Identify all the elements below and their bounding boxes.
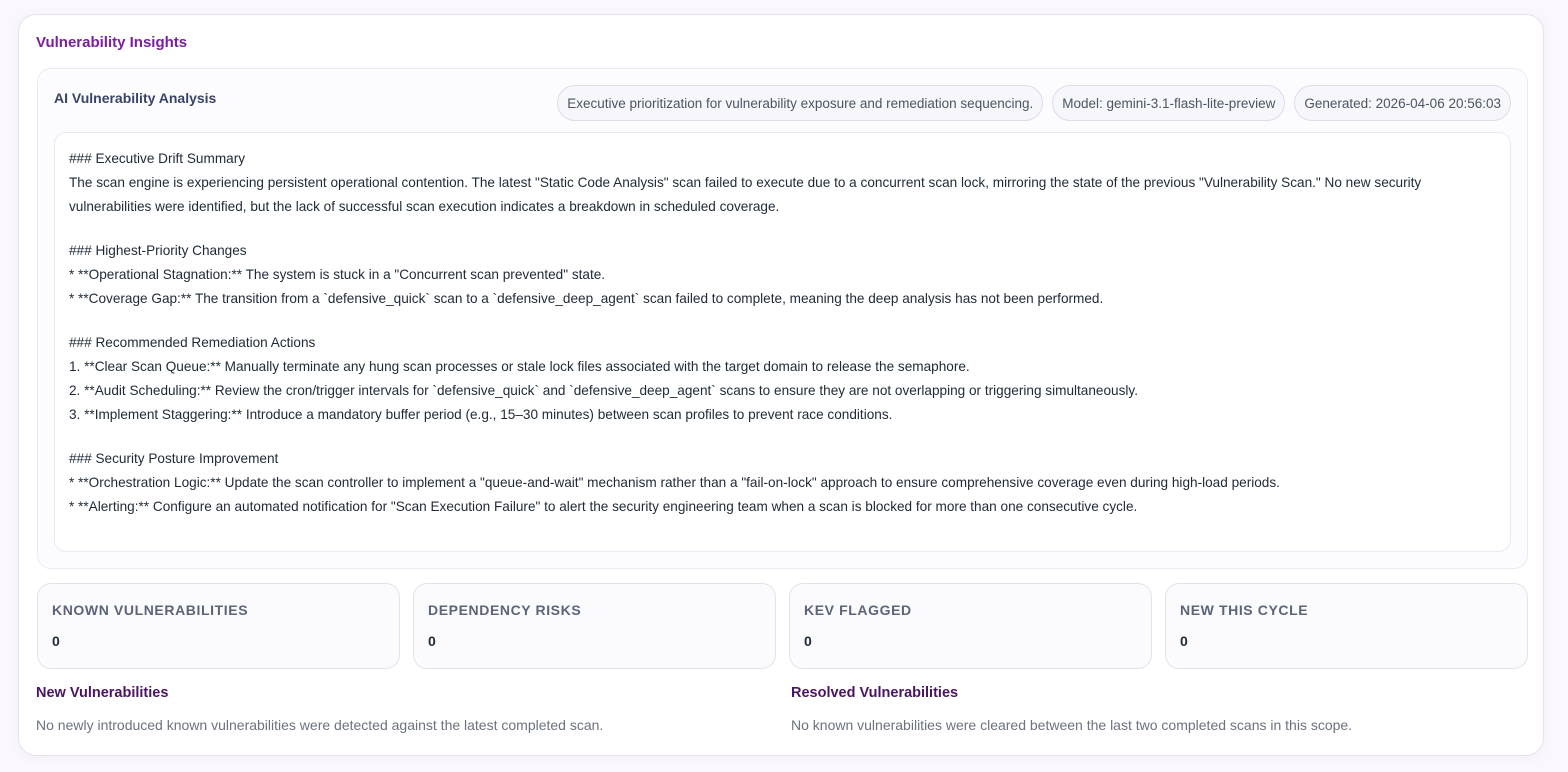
analysis-chips <box>557 85 1511 121</box>
analysis-text-line: * **Alerting:** Configure an automated notification for "Scan Execution Failure" to alert the security engineering team when a scan is blocked for more than one consecutive cycle. <box>69 499 1138 514</box>
analysis-text-line: 3. **Implement Staggering:** Introduce a mandatory buffer period (e.g., 15–30 minutes) between scan profiles to prevent race conditions. <box>69 407 893 422</box>
new-vulnerabilities-title: New Vulnerabilities <box>36 685 169 701</box>
paragraph-gap <box>69 311 1496 331</box>
analysis-heading-line: ### Security Posture Improvement <box>69 451 279 466</box>
panel-title: Vulnerability Insights <box>36 34 188 51</box>
stat-label: NEW THIS CYCLE <box>1180 602 1309 618</box>
analysis-title: AI Vulnerability Analysis <box>54 90 217 106</box>
paragraph-gap <box>69 219 1496 239</box>
resolved-vulnerabilities-text: No known vulnerabilities were cleared between the last two completed scans in this scope. <box>791 717 1353 733</box>
stat-label: KEV FLAGGED <box>804 602 912 618</box>
stat-label: KNOWN VULNERABILITIES <box>52 602 249 618</box>
stat-card-dependency-risks <box>413 583 776 669</box>
analysis-heading-line: ### Executive Drift Summary <box>69 151 246 166</box>
new-vulnerabilities-text: No newly introduced known vulnerabilities were detected against the latest completed scan. <box>36 717 604 733</box>
stat-value: 0 <box>52 633 60 649</box>
analysis-text-line: * **Orchestration Logic:** Update the scan controller to implement a "queue-and-wait" mechanism rather than a "fail-on-lock" approach to ensure comprehensive coverage even during high-load periods. <box>69 475 1280 490</box>
stat-card-new-this-cycle <box>1165 583 1528 669</box>
analysis-text-line: * **Operational Stagnation:** The system is stuck in a "Concurrent scan prevented" state. <box>69 267 606 282</box>
generated-chip: Generated: 2026-04-06 20:56:03 <box>1294 85 1511 121</box>
paragraph-gap <box>69 427 1496 447</box>
purpose-chip: Executive prioritization for vulnerability exposure and remediation sequencing. <box>557 85 1043 121</box>
analysis-heading-line: ### Recommended Remediation Actions <box>69 335 316 350</box>
analysis-text-line: * **Coverage Gap:** The transition from a `defensive_quick` scan to a `defensive_deep_agent` scan failed to complete, meaning the deep analysis has not been performed. <box>69 291 1104 306</box>
analysis-text-line: 1. **Clear Scan Queue:** Manually terminate any hung scan processes or stale lock files associated with the target domain to release the semaphore. <box>69 359 970 374</box>
vulnerability-insights-panel <box>18 14 1544 756</box>
stat-value: 0 <box>1180 633 1188 649</box>
resolved-vulnerabilities-title: Resolved Vulnerabilities <box>791 685 959 701</box>
stat-card-kev-flagged <box>789 583 1152 669</box>
ai-analysis-card <box>37 68 1528 569</box>
stat-card-known-vulnerabilities <box>37 583 400 669</box>
analysis-heading-line: ### Highest-Priority Changes <box>69 243 247 258</box>
stat-value: 0 <box>804 633 812 649</box>
stat-label: DEPENDENCY RISKS <box>428 602 582 618</box>
stats-row <box>37 583 1528 669</box>
analysis-text-line: The scan engine is experiencing persistent operational contention. The latest "Static Code Analysis" scan failed to execute due to a concurrent scan lock, mirroring the state of the previous "Vulnerability Scan." No new security vulnerabilities were identified, but the lack of successful scan execution indicates a breakdown in scheduled coverage. <box>69 175 1426 214</box>
model-chip: Model: gemini-3.1-flash-lite-preview <box>1052 85 1285 121</box>
stat-value: 0 <box>428 633 436 649</box>
analysis-content <box>54 132 1511 552</box>
analysis-text-line: 2. **Audit Scheduling:** Review the cron/trigger intervals for `defensive_quick` and `defensive_deep_agent` scans to ensure they are not overlapping or triggering simultaneously. <box>69 383 1138 398</box>
